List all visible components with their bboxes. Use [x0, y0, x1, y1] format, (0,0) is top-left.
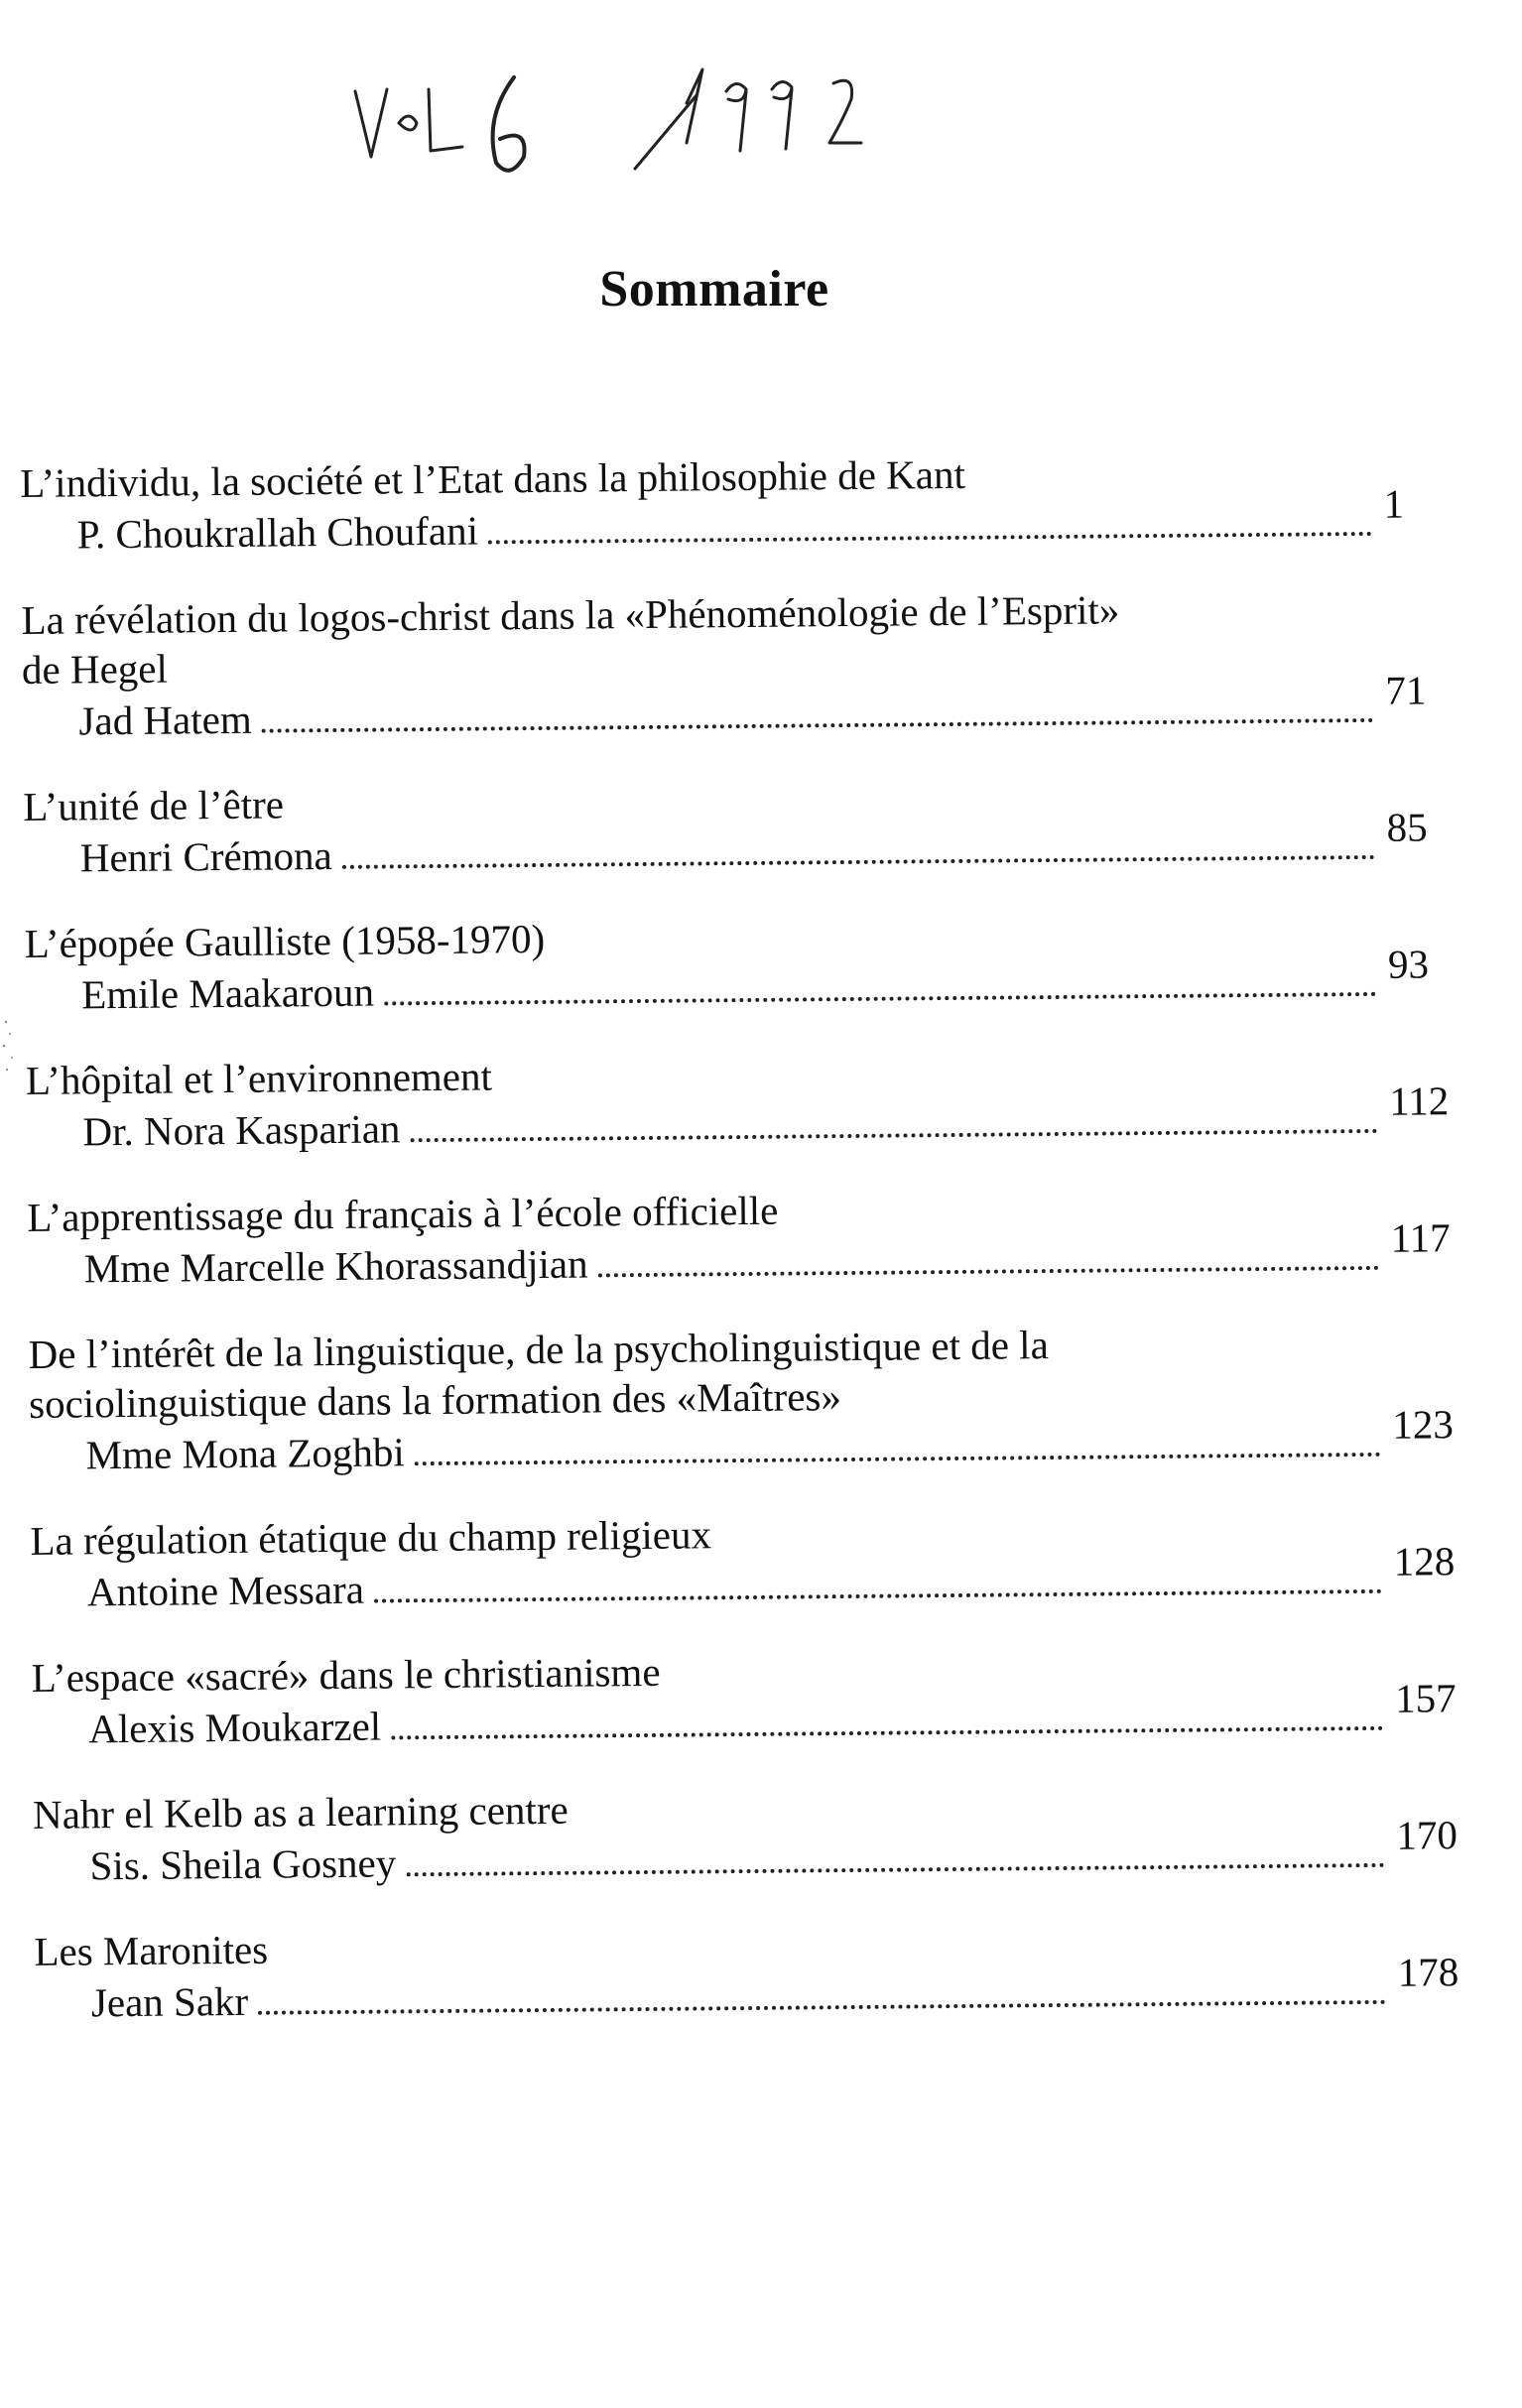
toc-entry-title: De l’intérêt de la linguistique, de la psycholinguistique et de la sociolinguistique dans la formation des «Maîtres» — [28, 1322, 1049, 1427]
toc-entry-title: L’unité de l’être — [23, 781, 285, 829]
toc-entry-title: La régulation étatique du champ religieux — [30, 1511, 712, 1564]
toc-entry-author: P. Choukrallah Choufani — [76, 507, 479, 558]
toc-entry-author: Mme Mona Zoghbi — [85, 1429, 405, 1478]
toc-entry-author: Henri Crémona — [79, 831, 332, 881]
toc-entry-title: Les Maronites — [34, 1926, 269, 1974]
toc-entry-page-number: 93 — [1387, 941, 1430, 987]
dot-leader — [262, 718, 1374, 733]
toc-entry-page-number: 170 — [1396, 1812, 1459, 1858]
toc-entry-title: L’espace «sacré» dans le christianisme — [31, 1648, 661, 1701]
toc-entry — [27, 1179, 1457, 1296]
toc-entry-page-number: 1 — [1383, 480, 1405, 527]
toc-entry-page-number: 71 — [1385, 667, 1427, 713]
toc-entry — [20, 444, 1450, 562]
dot-leader — [488, 532, 1372, 545]
toc-entry-author: Mme Marcelle Khorassandjian — [83, 1240, 588, 1292]
table-of-contents — [20, 444, 1463, 2064]
toc-entry — [33, 1776, 1462, 1893]
handwritten-annotation — [337, 40, 1052, 189]
toc-entry-title: La révélation du logos-christ dans la «Phénoménologie de l’Esprit» de Hegel — [21, 586, 1120, 693]
dot-leader — [391, 1726, 1383, 1740]
scan-speck — [0, 1012, 20, 1081]
toc-entry-title: Nahr el Kelb as a learning centre — [32, 1786, 569, 1838]
toc-entry-page-number: 85 — [1386, 804, 1428, 850]
toc-entry-title: L’individu, la société et l’Etat dans la philosophie de Kant — [20, 450, 966, 506]
toc-entry-title: L’hôpital et l’environnement — [25, 1053, 493, 1103]
toc-entry — [21, 581, 1451, 748]
dot-leader — [411, 1129, 1378, 1142]
toc-entry-page-number: 112 — [1389, 1077, 1450, 1124]
toc-entry-page-number: 117 — [1390, 1214, 1451, 1261]
dot-leader — [406, 1863, 1384, 1876]
toc-entry-page-number: 178 — [1397, 1949, 1459, 1995]
toc-entry-author: Alexis Moukarzel — [88, 1703, 382, 1752]
toc-entry-author: Antoine Messara — [86, 1566, 365, 1615]
toc-entry-author: Sis. Sheila Gosney — [89, 1839, 397, 1889]
toc-entry-author: Dr. Nora Kasparian — [82, 1105, 401, 1155]
page-title: Sommaire — [599, 261, 829, 317]
toc-entry-author: Jean Sakr — [90, 1977, 249, 2026]
toc-entry-author: Jad Hatem — [78, 696, 252, 744]
toc-entry-page-number: 128 — [1393, 1538, 1456, 1584]
handwriting-svg — [337, 40, 1052, 189]
toc-entry-page-number: 123 — [1392, 1401, 1455, 1448]
toc-entry — [34, 1913, 1463, 2030]
toc-entry-title: L’apprentissage du français à l’école officielle — [27, 1187, 779, 1240]
toc-entry — [28, 1316, 1458, 1482]
toc-entry — [26, 1042, 1456, 1159]
toc-entry — [24, 905, 1454, 1022]
toc-entry-author: Emile Maakaroun — [80, 968, 375, 1018]
dot-leader — [384, 992, 1376, 1006]
dot-leader — [598, 1266, 1379, 1278]
dot-leader — [374, 1589, 1382, 1603]
toc-entry-page-number: 157 — [1394, 1675, 1457, 1721]
toc-entry-title: L’épopée Gaulliste (1958-1970) — [24, 915, 546, 966]
dot-leader — [415, 1453, 1381, 1465]
toc-entry — [32, 1639, 1461, 1756]
dot-leader — [258, 2000, 1386, 2015]
dot-leader — [342, 855, 1375, 869]
toc-entry — [30, 1502, 1459, 1619]
toc-entry — [23, 768, 1453, 885]
